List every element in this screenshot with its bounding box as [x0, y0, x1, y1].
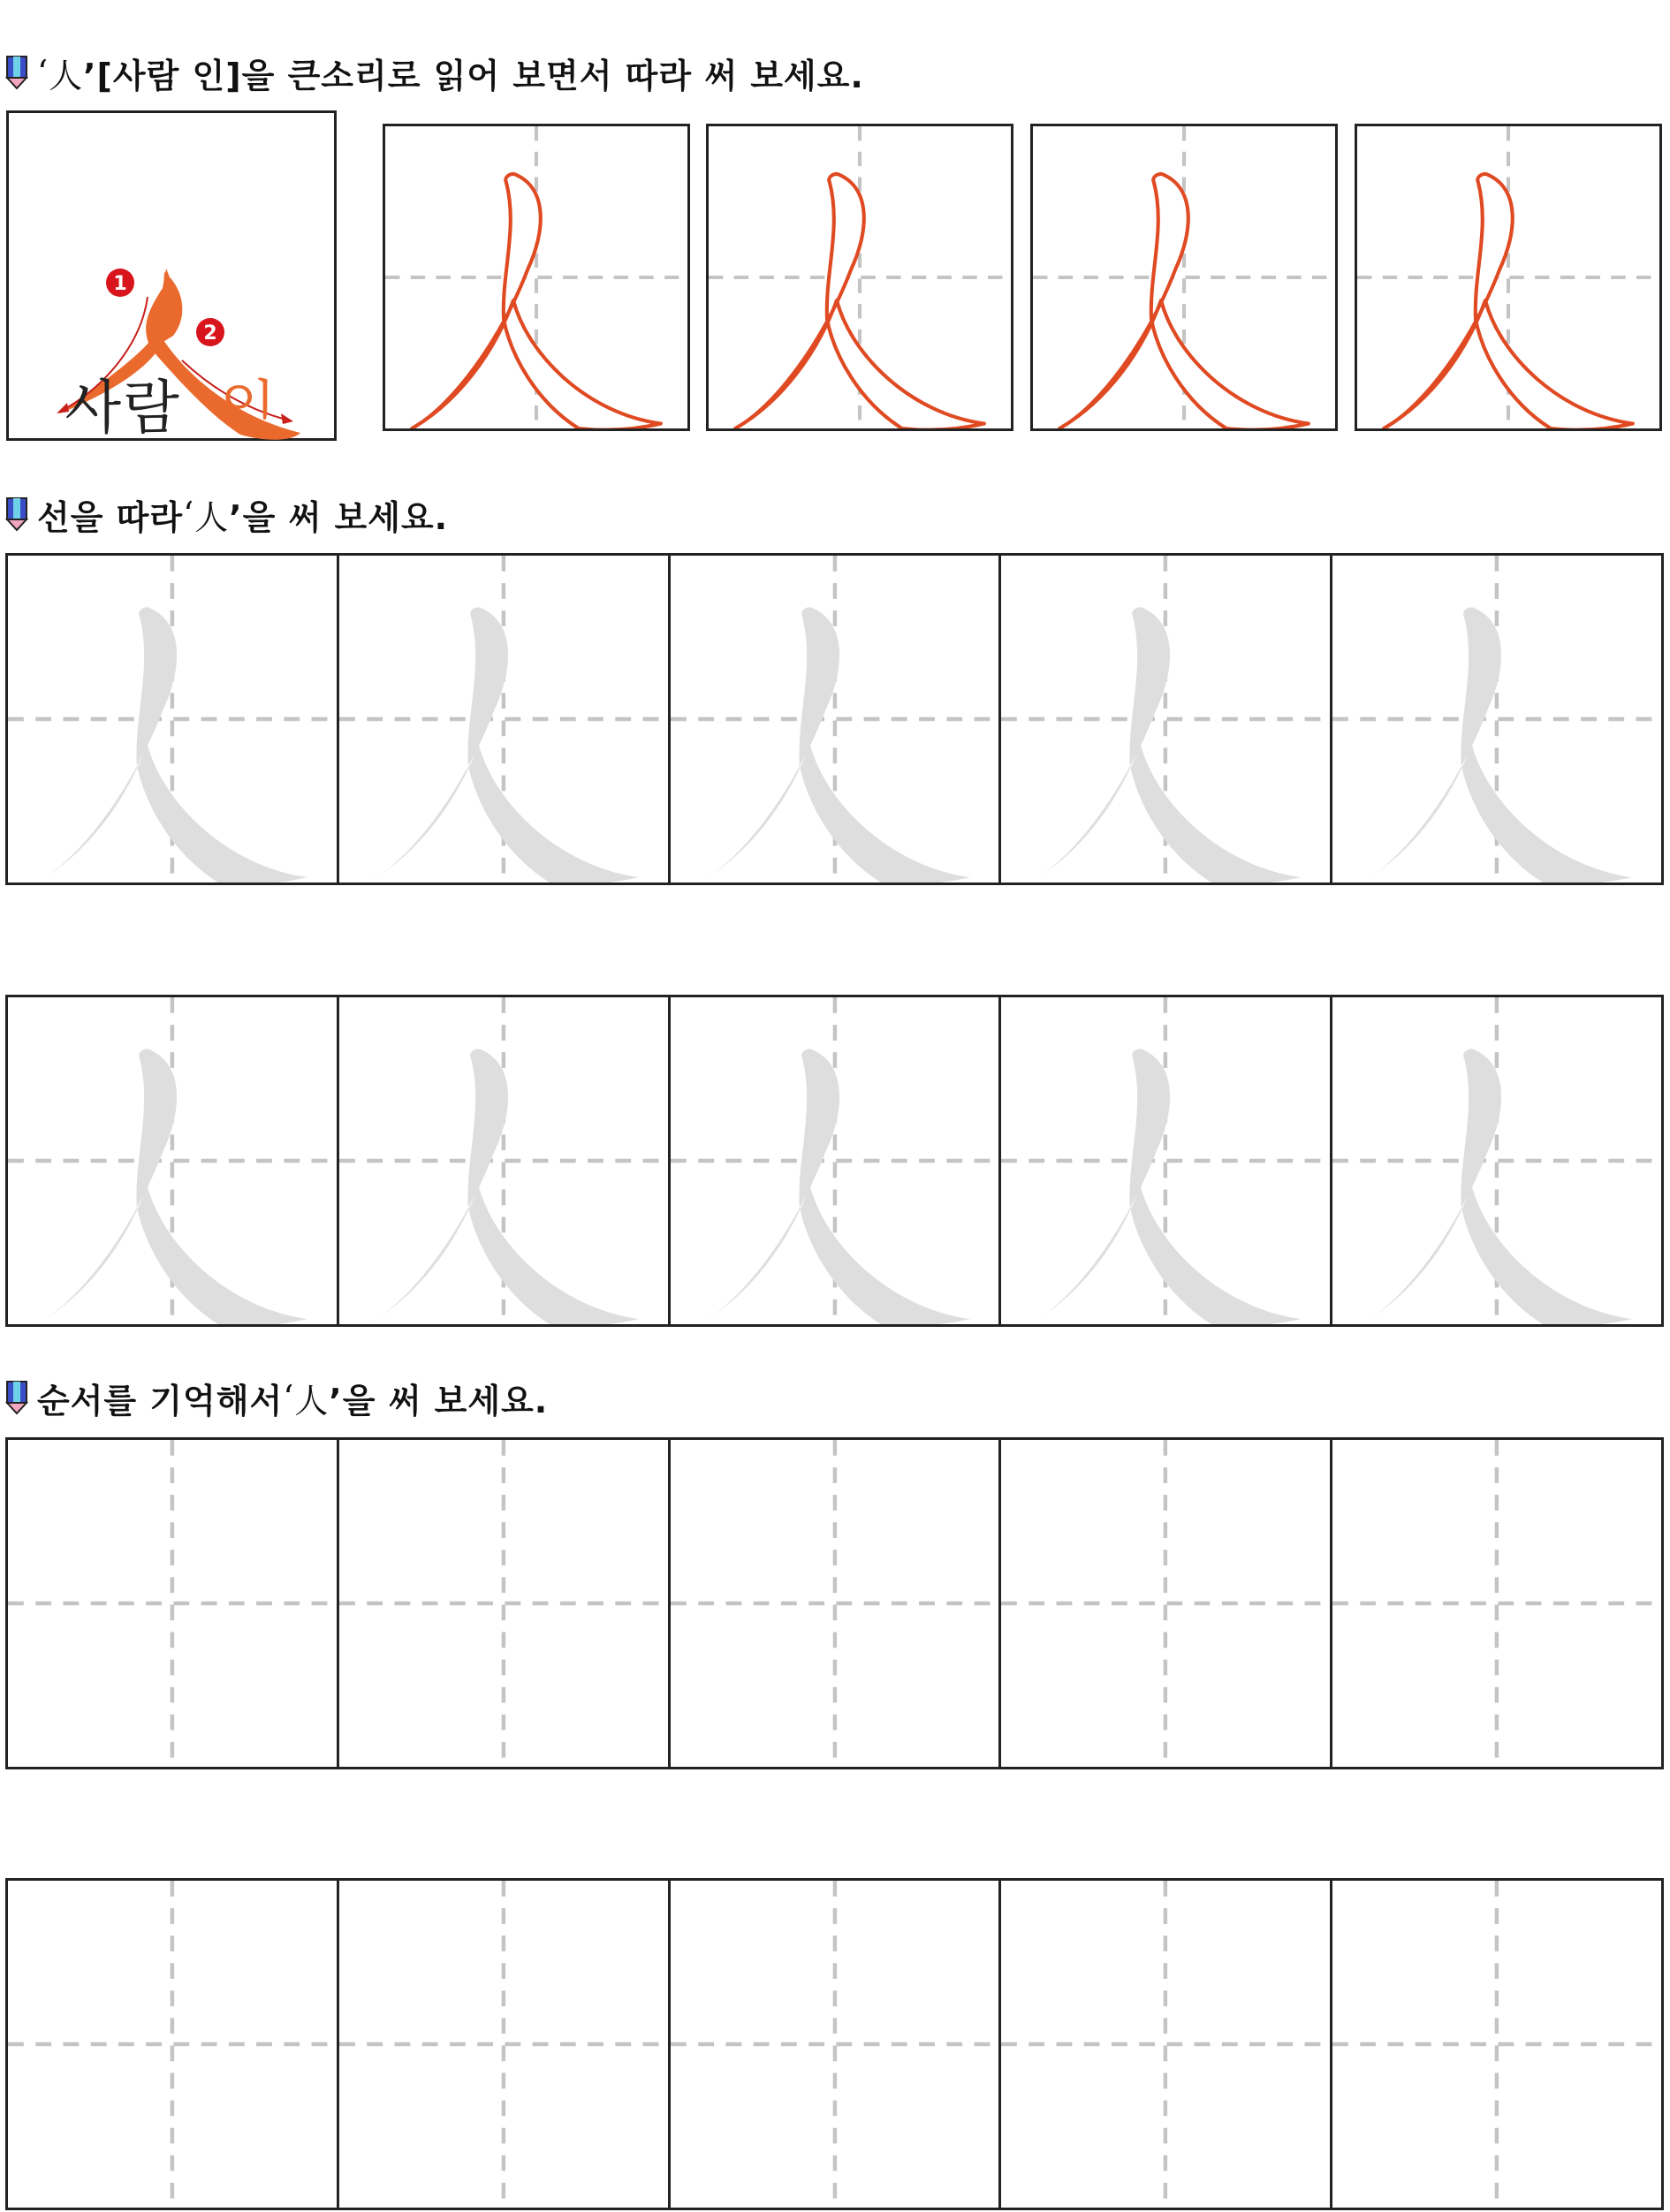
svg-text:1: 1 [113, 273, 127, 295]
trace-character [1001, 997, 1330, 1324]
trace-cell[interactable] [339, 997, 671, 1324]
trace-character [339, 997, 668, 1324]
reference-box [6, 110, 337, 441]
trace-character [671, 556, 999, 883]
outline-character [1033, 126, 1335, 428]
pencil-icon [5, 55, 28, 90]
blank-cell[interactable] [8, 1440, 339, 1767]
trace-cell[interactable] [8, 997, 339, 1324]
blank-guides [339, 1881, 668, 2208]
blank-cell[interactable] [671, 1881, 1002, 2208]
trace-cell[interactable] [1001, 556, 1332, 883]
instruction-trace [5, 488, 448, 541]
outline-glyph [1059, 174, 1309, 428]
blank-guides [671, 1440, 999, 1767]
instruction-quote: ‘ [283, 1378, 295, 1417]
stroke-marker-2 [196, 318, 224, 346]
character-reading [9, 360, 334, 444]
trace-cell[interactable] [1332, 997, 1664, 1324]
blank-grid-row-2 [5, 1878, 1664, 2210]
outline-box[interactable] [706, 124, 1013, 431]
blank-cell[interactable] [1001, 1440, 1332, 1767]
instruction-suffix: ’을 써 보세요. [229, 497, 449, 537]
instruction-suffix: ’을 써 보세요. [329, 1381, 549, 1420]
trace-character [1332, 556, 1661, 883]
blank-guides [1332, 1440, 1661, 1767]
trace-grid-row-1 [5, 553, 1664, 885]
outline-character [385, 126, 687, 428]
blank-guides [1001, 1440, 1330, 1767]
trace-cell[interactable] [671, 556, 1002, 883]
blank-cell[interactable] [671, 1440, 1002, 1767]
pencil-icon [5, 496, 28, 532]
blank-cell[interactable] [339, 1881, 671, 2208]
instruction-quote: ‘ [37, 53, 49, 92]
meaning-label: 사람 [65, 374, 181, 442]
pencil-icon [5, 1380, 28, 1415]
trace-character [339, 556, 668, 883]
outline-character [709, 126, 1011, 428]
blank-cell[interactable] [8, 1881, 339, 2208]
instruction-char: 人 [294, 1381, 330, 1420]
blank-guides [1332, 1881, 1661, 2208]
blank-guides [339, 1440, 668, 1767]
trace-character [1001, 556, 1330, 883]
instruction-text: ’[사람 인]을 큰소리로 읽어 보면서 따라 써 보세요. [83, 56, 864, 95]
stroke-marker-1 [106, 269, 134, 297]
outline-glyph [735, 174, 984, 428]
blank-cell[interactable] [1332, 1881, 1664, 2208]
blank-grid-row-1 [5, 1437, 1664, 1769]
trace-cell[interactable] [1332, 556, 1664, 883]
instruction-prefix: 순서를 기억해서 [37, 1381, 284, 1420]
blank-guides [671, 1881, 999, 2208]
outline-glyph [1384, 174, 1633, 428]
instruction-memory [5, 1371, 548, 1424]
outline-box[interactable] [383, 124, 690, 431]
instruction-read [5, 46, 864, 99]
blank-guides [8, 1881, 337, 2208]
outline-box[interactable] [1355, 124, 1662, 431]
outline-character [1357, 126, 1659, 428]
instruction-char: 人 [49, 56, 84, 95]
trace-character [8, 997, 337, 1324]
trace-cell[interactable] [8, 556, 339, 883]
trace-character [8, 556, 337, 883]
trace-character [671, 997, 999, 1324]
svg-text:2: 2 [203, 322, 217, 345]
trace-grid-row-2 [5, 995, 1664, 1327]
trace-cell[interactable] [671, 997, 1002, 1324]
instruction-prefix: 선을 따라 [37, 497, 184, 537]
blank-cell[interactable] [1001, 1881, 1332, 2208]
blank-cell[interactable] [1332, 1440, 1664, 1767]
blank-cell[interactable] [339, 1440, 671, 1767]
trace-character [1332, 997, 1661, 1324]
sound-label: 인 [219, 374, 278, 442]
trace-cell[interactable] [1001, 997, 1332, 1324]
outline-box[interactable] [1030, 124, 1338, 431]
instruction-quote: ‘ [183, 495, 195, 534]
instruction-char: 人 [194, 497, 230, 537]
blank-guides [1001, 1881, 1330, 2208]
blank-guides [8, 1440, 337, 1767]
outline-glyph [412, 174, 661, 428]
trace-cell[interactable] [339, 556, 671, 883]
